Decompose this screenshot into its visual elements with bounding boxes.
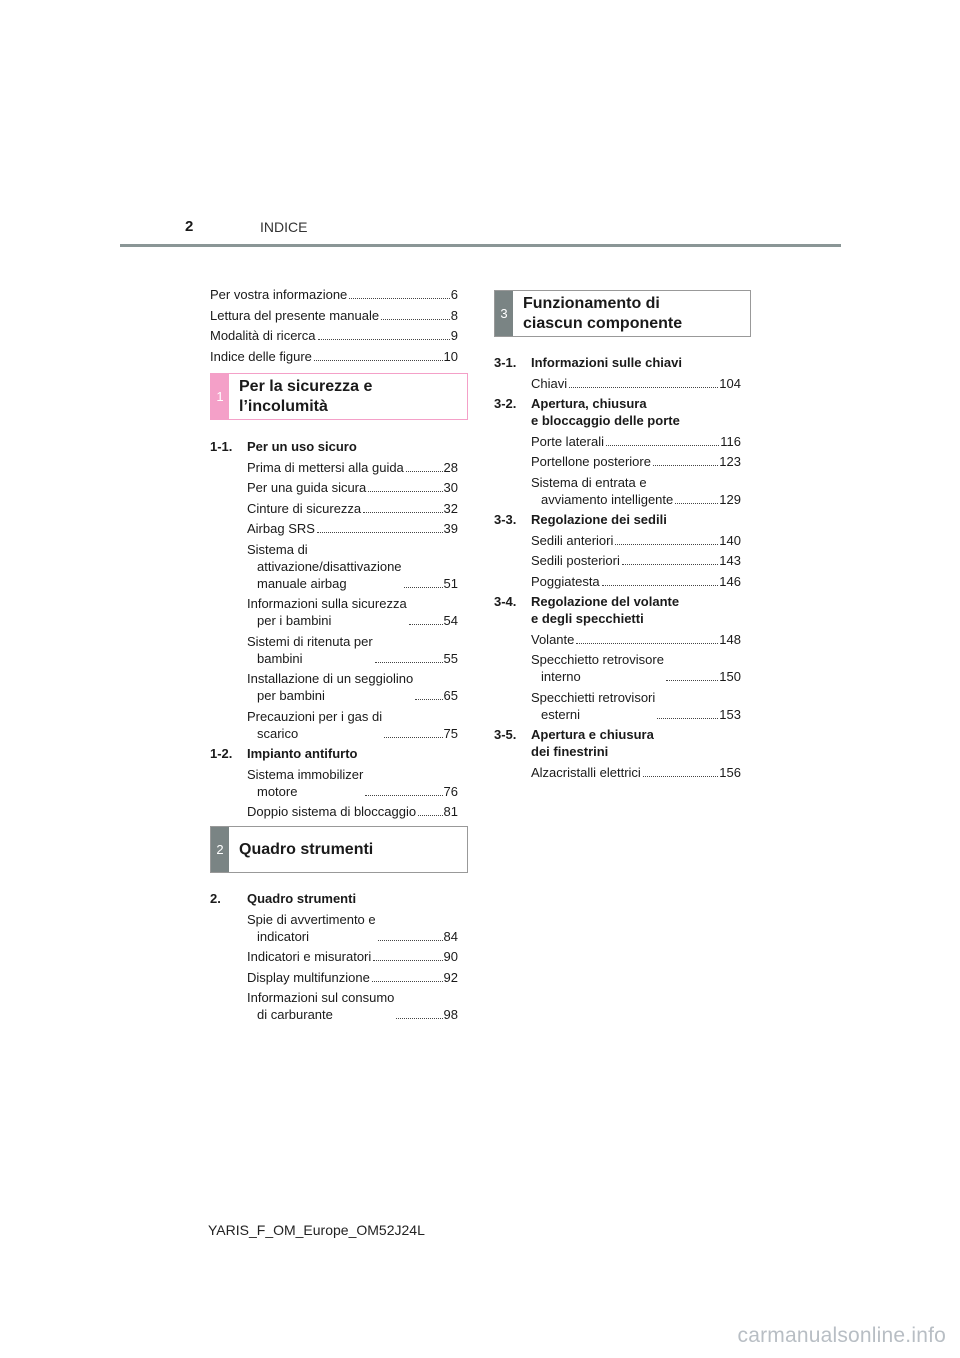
toc-entry-title: Sedili posteriori (531, 553, 620, 568)
toc-entry-title: Prima di mettersi alla guida (247, 459, 404, 475)
toc-entry-page: 55 (443, 650, 458, 666)
toc-entry[interactable] (210, 969, 458, 986)
header-divider (120, 244, 841, 247)
toc-entry-title-continued: per i bambini (257, 613, 332, 628)
toc-entry-title: Display multifunzione (247, 969, 370, 985)
toc-entry-title-continued: per bambini (257, 688, 325, 703)
dot-leader (404, 587, 443, 588)
chapter-1-toc (210, 436, 458, 824)
dot-leader (375, 662, 443, 663)
dot-leader (317, 532, 443, 533)
section-heading[interactable] (494, 354, 741, 371)
toc-entry-title: Specchietti retrovisori esterni (531, 689, 656, 722)
dot-leader (622, 564, 718, 565)
dot-leader (363, 512, 442, 513)
toc-entry-title-continued: avviamento intelligente (541, 491, 674, 507)
toc-entry-page: 84 (443, 928, 458, 944)
toc-entry-title-continued: motore (257, 783, 298, 799)
dot-leader (657, 718, 718, 719)
toc-entry-title: Lettura del presente manuale (210, 307, 380, 323)
watermark: carmanualsonline.info (737, 1324, 946, 1347)
intro-toc (210, 286, 458, 368)
toc-entry-title: Spie di avvertimento e indicatori (247, 911, 376, 944)
toc-entry[interactable] (210, 459, 458, 476)
section-number: 1-1. (210, 439, 233, 454)
toc-entry-page: 146 (719, 573, 741, 589)
section-name: Per un uso sicuro (247, 439, 357, 454)
toc-entry[interactable] (494, 453, 741, 470)
dot-leader (666, 680, 718, 681)
toc-entry-title: Installazione di un seggiolino per bambini (247, 671, 414, 703)
chapter-label: Funzionamento di ciascun componente (523, 294, 683, 332)
toc-entry-title-continued: indicatori (257, 928, 310, 944)
section-number: 3-5. (494, 727, 517, 742)
toc-entry-title: Modalità di ricerca (210, 328, 316, 343)
dot-leader (396, 1018, 442, 1019)
section-heading[interactable] (494, 726, 741, 760)
section-heading[interactable] (210, 890, 458, 907)
toc-entry-page: 123 (719, 454, 741, 469)
toc-entry-title: Airbag SRS (247, 521, 315, 536)
toc-entry-title: Informazioni sul consumo di carburante (247, 990, 395, 1022)
toc-entry-title-continued: manuale airbag (257, 575, 347, 591)
dot-leader (314, 360, 443, 361)
toc-entry[interactable] (210, 948, 458, 965)
document-code: YARIS_F_OM_Europe_OM52J24L (208, 1222, 425, 1238)
dot-leader (365, 795, 442, 796)
toc-entry[interactable] (494, 764, 741, 781)
toc-entry-page: 98 (443, 1007, 458, 1022)
chapter-tab: 1 (211, 374, 229, 419)
dot-leader (653, 465, 718, 466)
toc-entry-title: Informazioni sulla sicurezza per i bambini (247, 596, 407, 628)
dot-leader (373, 960, 442, 961)
section-number: 1-2. (210, 746, 233, 761)
toc-entry-title: Sistemi di ritenuta per bambini (247, 633, 373, 666)
dot-leader (643, 776, 718, 777)
toc-entry-title: Specchietto retrovisore interno (531, 652, 664, 684)
toc-entry-page: 153 (719, 706, 741, 722)
toc-entry[interactable] (494, 552, 741, 569)
toc-entry-title: Portellone posteriore (531, 454, 651, 469)
toc-entry-page: 76 (443, 783, 458, 799)
toc-entry[interactable] (494, 474, 741, 508)
toc-entry[interactable] (494, 689, 741, 723)
dot-leader (606, 445, 719, 446)
toc-entry-page: 30 (443, 480, 458, 495)
toc-entry-title: Per vostra informazione (210, 287, 348, 302)
toc-entry-title: Sistema di entrata e avviamento intelligente (531, 474, 674, 507)
dot-leader (615, 544, 718, 545)
dot-leader (418, 815, 442, 816)
dot-leader (409, 624, 443, 625)
toc-entry-title-continued: attivazione/disattivazione (257, 558, 402, 574)
dot-leader (415, 699, 442, 700)
chapter-label: Quadro strumenti (239, 840, 374, 858)
section-heading[interactable] (494, 593, 741, 627)
toc-entry-title: Poggiatesta (531, 573, 600, 589)
toc-entry[interactable] (210, 541, 458, 592)
toc-entry-page: 39 (443, 521, 458, 536)
toc-entry[interactable] (494, 375, 741, 392)
toc-entry-page: 150 (719, 669, 741, 684)
toc-entry-page: 28 (443, 459, 458, 475)
toc-entry-page: 116 (720, 433, 741, 449)
toc-entry-title: Sedili anteriori (531, 532, 614, 548)
toc-entry-title: Indicatori e misuratori (247, 949, 372, 964)
section-number: 3-4. (494, 594, 517, 609)
toc-entry-page: 10 (443, 348, 458, 364)
toc-entry-title: Indice delle figure (210, 348, 312, 364)
toc-entry-title: Doppio sistema di bloccaggio (247, 804, 417, 819)
toc-entry-title-continued: esterni (541, 706, 581, 722)
toc-entry[interactable] (210, 633, 458, 667)
toc-entry-page: 54 (443, 613, 458, 628)
toc-entry-title: Sistema di attivazione/disattivazione manuale airbag (247, 541, 402, 591)
toc-entry-title: Porte laterali (531, 433, 604, 449)
section-heading[interactable] (210, 745, 458, 762)
section-name: Regolazione dei sedili (531, 512, 667, 527)
section-name: Impianto antifurto (247, 746, 358, 761)
section-heading[interactable] (210, 438, 458, 455)
toc-entry-title-continued: bambini (257, 650, 303, 666)
toc-entry[interactable] (210, 989, 458, 1023)
toc-entry[interactable] (210, 327, 458, 344)
toc-entry-title: Volante (531, 631, 575, 647)
toc-entry[interactable] (210, 766, 458, 800)
chapter-2-toc (210, 888, 458, 1027)
toc-entry-page: 140 (719, 532, 741, 548)
toc-entry[interactable] (210, 595, 458, 629)
toc-entry[interactable] (210, 911, 458, 945)
section-number: 3-3. (494, 512, 517, 527)
toc-entry-title-continued: scarico (257, 725, 299, 741)
toc-entry-page: 75 (443, 725, 458, 741)
toc-entry[interactable] (210, 307, 458, 324)
section-number: 2. (210, 891, 221, 906)
toc-entry-title: Cinture di sicurezza (247, 500, 362, 516)
section-name: Apertura, chiusura e bloccaggio delle porte (531, 396, 680, 428)
toc-entry-page: 90 (443, 949, 458, 964)
chapter-3-toc (494, 352, 741, 784)
section-name: Regolazione del volante e degli specchietti (531, 594, 680, 626)
toc-entry-page: 156 (719, 764, 741, 780)
toc-entry[interactable] (494, 433, 741, 450)
toc-entry-page: 6 (450, 287, 458, 302)
dot-leader (372, 981, 443, 982)
dot-leader (378, 940, 443, 941)
dot-leader (576, 643, 718, 644)
section-heading[interactable] (494, 511, 741, 528)
toc-entry[interactable] (210, 670, 458, 704)
section-heading[interactable] (494, 395, 741, 429)
toc-entry[interactable] (210, 286, 458, 303)
toc-entry-page: 51 (443, 575, 458, 591)
toc-entry[interactable] (494, 532, 741, 549)
toc-entry[interactable] (210, 500, 458, 517)
toc-entry-title: Per una guida sicura (247, 480, 367, 495)
toc-entry-page: 143 (719, 553, 741, 568)
chapter-tab: 2 (211, 827, 229, 872)
header-title: INDICE (260, 219, 308, 235)
dot-leader (349, 298, 449, 299)
toc-entry-title: Chiavi (531, 375, 568, 391)
toc-entry-page: 8 (450, 307, 458, 323)
toc-entry-page: 129 (719, 491, 741, 507)
toc-entry-page: 65 (443, 688, 458, 703)
dot-leader (368, 491, 442, 492)
toc-entry-page: 32 (443, 500, 458, 516)
dot-leader (602, 585, 719, 586)
section-number: 3-2. (494, 396, 517, 411)
chapter-2-header[interactable] (210, 826, 468, 873)
dot-leader (384, 737, 442, 738)
dot-leader (675, 503, 718, 504)
toc-entry[interactable] (210, 520, 458, 537)
toc-entry-page: 148 (719, 631, 741, 647)
toc-entry-page: 9 (450, 328, 458, 343)
section-name: Quadro strumenti (247, 891, 357, 906)
toc-entry[interactable] (494, 573, 741, 590)
dot-leader (318, 339, 450, 340)
toc-entry[interactable] (494, 651, 741, 685)
toc-entry[interactable] (494, 631, 741, 648)
section-name: Apertura e chiusura dei finestrini (531, 727, 654, 759)
toc-entry-page: 81 (443, 804, 458, 819)
chapter-1-header[interactable] (210, 373, 468, 420)
dot-leader (406, 471, 443, 472)
toc-entry-page: 92 (443, 969, 458, 985)
page-number: 2 (185, 218, 194, 235)
toc-entry-title-continued: di carburante (257, 1007, 333, 1022)
toc-entry-title: Precauzioni per i gas di scarico (247, 708, 383, 741)
toc-entry-page: 104 (719, 375, 741, 391)
chapter-label: Per la sicurezza e l’incolumità (239, 377, 373, 415)
section-name: Informazioni sulle chiavi (531, 355, 682, 370)
dot-leader (569, 387, 718, 388)
dot-leader (381, 319, 450, 320)
toc-entry[interactable] (210, 479, 458, 496)
toc-entry[interactable] (210, 348, 458, 365)
toc-entry-title: Sistema immobilizer motore (247, 766, 364, 799)
toc-entry-title: Alzacristalli elettrici (531, 764, 641, 780)
toc-entry-title-continued: interno (541, 669, 581, 684)
toc-entry[interactable] (210, 803, 458, 820)
section-number: 3-1. (494, 355, 517, 370)
toc-entry[interactable] (210, 708, 458, 742)
chapter-tab: 3 (495, 291, 513, 336)
chapter-3-header[interactable] (494, 290, 751, 337)
